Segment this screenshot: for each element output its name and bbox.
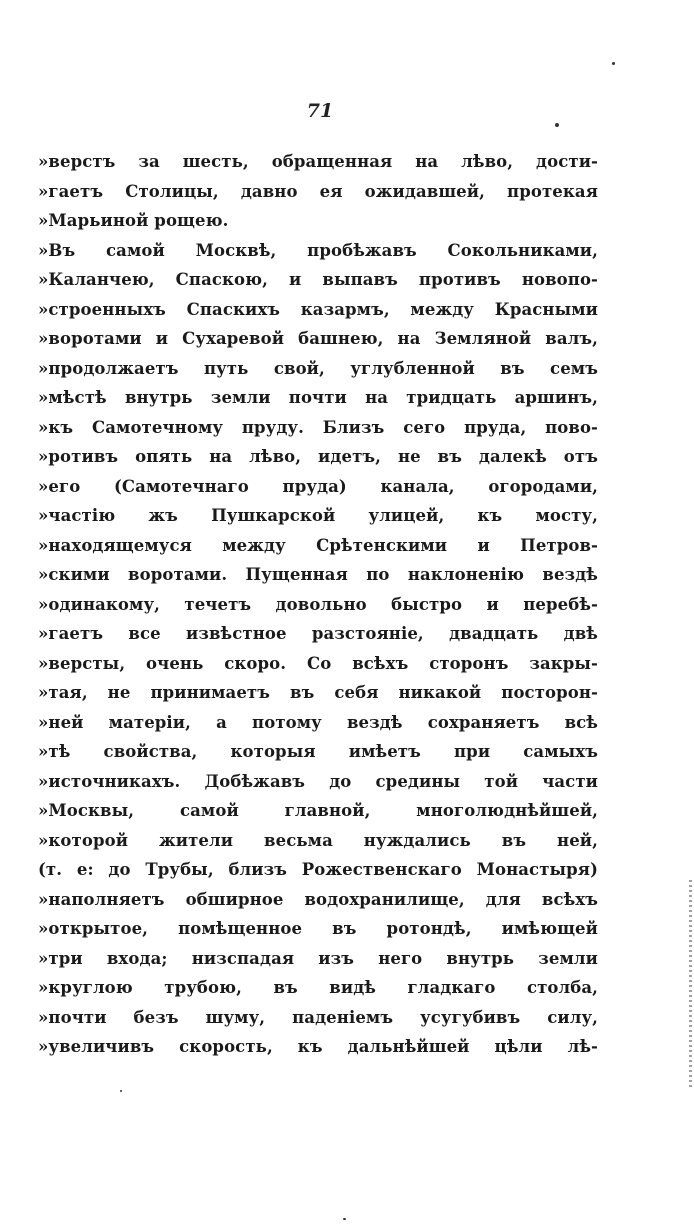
text-line: »увеличивъ скорость, къ дальнѣйшей цѣли лѣ- bbox=[38, 1037, 598, 1056]
text-line: »Москвы, самой главной, многолюднѣйшей, bbox=[38, 801, 598, 820]
page-number: 71 bbox=[306, 100, 334, 122]
text-line: »Марьиной рощею. bbox=[38, 211, 229, 230]
text-line: »находящемуся между Срѣтенскими и Петров- bbox=[38, 535, 598, 555]
text-line: »открытое, помѣщенное въ ротондѣ, имѣющей bbox=[38, 919, 598, 938]
text-line: »ней матеріи, а потому вездѣ сохраняетъ всѣ bbox=[38, 712, 598, 732]
page-edge-shadow bbox=[689, 880, 692, 1090]
text-line: »гаетъ все извѣстное разстояніе, двадцать двѣ bbox=[38, 624, 598, 643]
text-line: »три входа; низспадая изъ него внутрь земли bbox=[38, 948, 598, 968]
text-line: »верстъ за шесть, обращенная на лѣво, дости- bbox=[38, 152, 598, 171]
ink-speck bbox=[555, 123, 559, 127]
text-line: »къ Самотечному пруду. Близъ сего пруда, пово- bbox=[38, 417, 598, 437]
text-line: »одинакому, течетъ довольно быстро и перебѣ- bbox=[38, 594, 598, 614]
text-line: »Въ самой Москвѣ, пробѣжавъ Сокольниками, bbox=[38, 240, 598, 260]
text-line: »источникахъ. Добѣжавъ до средины той части bbox=[38, 771, 598, 791]
text-line: »его (Самотечнаго пруда) канала, огородами, bbox=[38, 476, 598, 496]
ink-speck bbox=[120, 1090, 122, 1092]
ink-speck bbox=[612, 62, 615, 65]
text-line: »тѣ свойства, которыя имѣетъ при самыхъ bbox=[38, 742, 598, 761]
text-line: »версты, очень скоро. Со всѣхъ сторонъ закры- bbox=[38, 653, 598, 673]
text-line: »которой жители весьма нуждались въ ней, bbox=[38, 830, 598, 850]
page-body-text bbox=[38, 147, 598, 1062]
text-line: »воротами и Сухаревой башнею, на Земляной валъ, bbox=[38, 329, 598, 348]
text-line: »продолжаетъ путь свой, углубленной въ семъ bbox=[38, 358, 598, 378]
text-line: »гаетъ Столицы, давно ея ожидавшей, протекая bbox=[38, 181, 598, 201]
text-line: »строенныхъ Спаскихъ казармъ, между Красными bbox=[38, 299, 598, 319]
text-line: »мѣстѣ внутрь земли почти на тридцать аршинъ, bbox=[38, 388, 598, 407]
text-line: »наполняетъ обширное водохранилище, для всѣхъ bbox=[38, 889, 598, 909]
text-line: »почти безъ шуму, паденіемъ усугубивъ силу, bbox=[38, 1007, 598, 1027]
text-line: »ротивъ опять на лѣво, идетъ, не въ далекѣ отъ bbox=[38, 447, 598, 466]
text-line: »Каланчею, Спаскою, и выпавъ противъ новопо- bbox=[38, 270, 598, 289]
text-line: »круглою трубою, въ видѣ гладкаго столба, bbox=[38, 978, 598, 997]
text-line: »скими воротами. Пущенная по наклоненію вездѣ bbox=[38, 565, 598, 584]
ink-speck bbox=[343, 1218, 346, 1220]
text-line: »тая, не принимаетъ въ себя никакой посторон- bbox=[38, 683, 598, 702]
text-line: »частію жъ Пушкарской улицей, къ мосту, bbox=[38, 506, 598, 525]
text-line: (т. е: до Трубы, близъ Рожественскаго Монастыря) bbox=[38, 860, 598, 879]
